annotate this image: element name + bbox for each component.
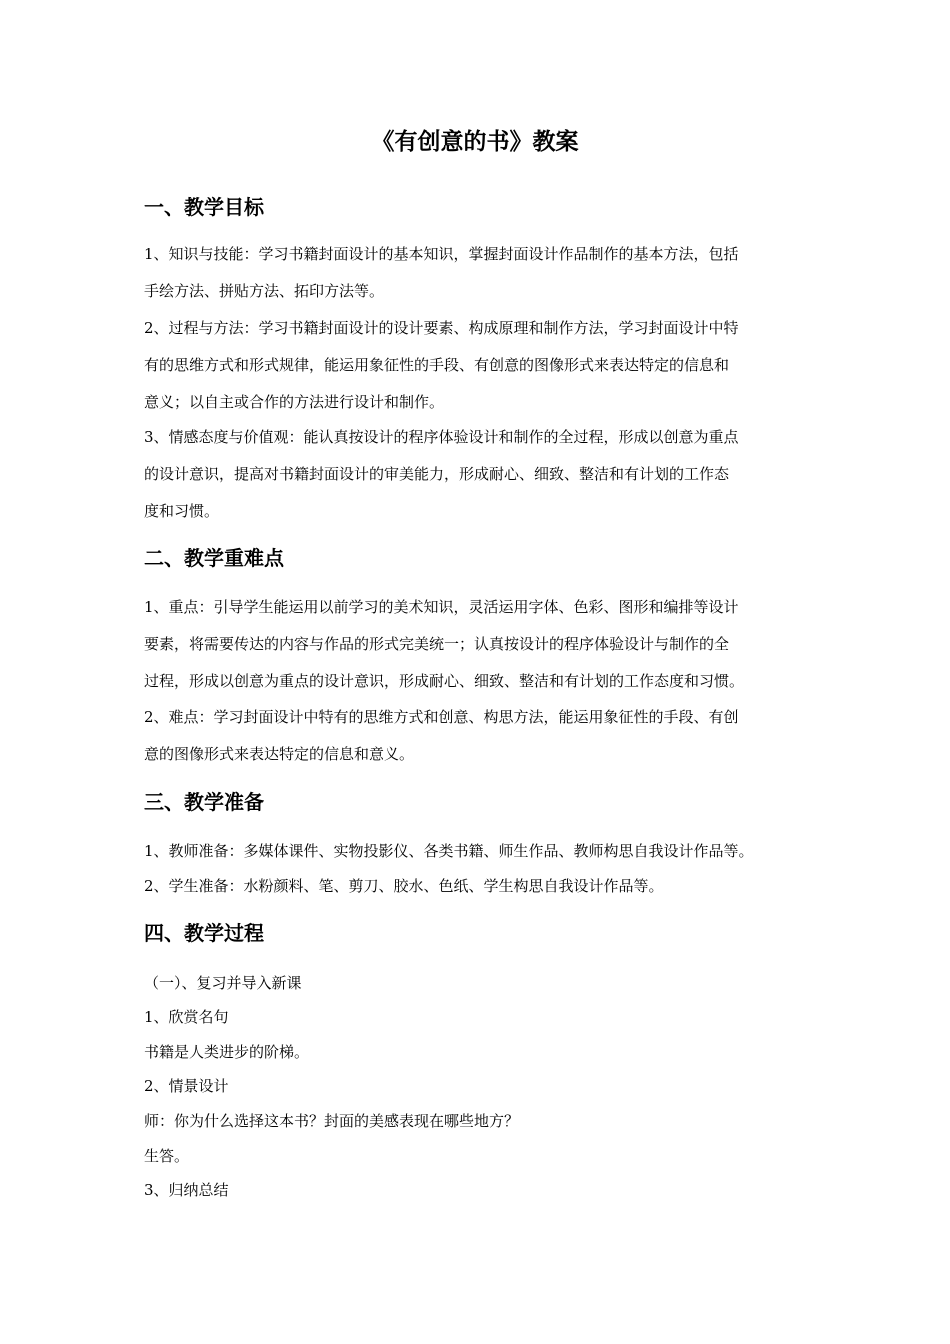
key-point-paragraph: [144, 589, 814, 700]
paragraph-line: 度和习惯。: [144, 502, 220, 520]
paragraph-line: 手绘方法、拼贴方法、拓印方法等。: [144, 282, 385, 300]
section-heading-objectives: 一、教学目标: [144, 195, 264, 219]
paragraph-line: 有的思维方式和形式规律，能运用象征性的手段、有创意的图像形式来表达特定的信息和: [144, 356, 730, 374]
paragraph-line: 的设计意识，提高对书籍封面设计的审美能力，形成耐心、细致、整洁和有计划的工作态: [144, 465, 730, 483]
teacher-preparation-paragraph: [144, 833, 814, 870]
objective-paragraph-attitude: [144, 419, 814, 530]
paragraph-line: 1、重点：引导学生能运用以前学习的美术知识，灵活运用字体、色彩、图形和编排等设计: [144, 598, 739, 616]
objective-paragraph-knowledge: [144, 236, 814, 310]
paragraph-line: 2、难点：学习封面设计中特有的思维方式和创意、构思方法，能运用象征性的手段、有创: [144, 708, 739, 726]
section-heading-preparation: 三、教学准备: [144, 790, 264, 814]
process-line-student-answer: 生答。: [144, 1147, 190, 1165]
paragraph-line: 过程，形成以创意为重点的设计意识，形成耐心、细致、整洁和有计划的工作态度和习惯。: [144, 672, 745, 690]
process-line-quote-title: 1、欣赏名句: [144, 1008, 229, 1026]
section-heading-process: 四、教学过程: [144, 921, 264, 945]
section-heading-key-points: 二、教学重难点: [144, 546, 284, 570]
difficulty-paragraph: [144, 699, 814, 773]
process-line-summary: 3、归纳总结: [144, 1181, 229, 1199]
paragraph-line: 意义；以自主或合作的方法进行设计和制作。: [144, 393, 445, 411]
paragraph-line: 要素，将需要传达的内容与作品的形式完美统一；认真按设计的程序体验设计与制作的全: [144, 635, 730, 653]
process-line-scenario: 2、情景设计: [144, 1077, 229, 1095]
paragraph-line: 1、知识与技能：学习书籍封面设计的基本知识，掌握封面设计作品制作的基本方法，包括: [144, 245, 739, 263]
process-line-quote: 书籍是人类进步的阶梯。: [144, 1043, 310, 1061]
document-title: 《有创意的书》教案: [371, 128, 579, 155]
paragraph-line: 3、情感态度与价值观：能认真按设计的程序体验设计和制作的全过程，形成以创意为重点: [144, 428, 739, 446]
objective-paragraph-process: [144, 310, 814, 421]
paragraph-line: 2、过程与方法：学习书籍封面设计的设计要素、构成原理和制作方法，学习封面设计中特: [144, 319, 739, 337]
paragraph-line: 2、学生准备：水粉颜料、笔、剪刀、胶水、色纸、学生构思自我设计作品等。: [144, 877, 664, 895]
process-line-teacher-question: 师：你为什么选择这本书？封面的美感表现在哪些地方？: [144, 1112, 520, 1130]
process-line-review: （一）、复习并导入新课: [144, 974, 302, 992]
student-preparation-paragraph: [144, 868, 814, 905]
paragraph-line: 意的图像形式来表达特定的信息和意义。: [144, 745, 415, 763]
paragraph-line: 1、教师准备：多媒体课件、实物投影仪、各类书籍、师生作品、教师构思自我设计作品等。: [144, 842, 754, 860]
